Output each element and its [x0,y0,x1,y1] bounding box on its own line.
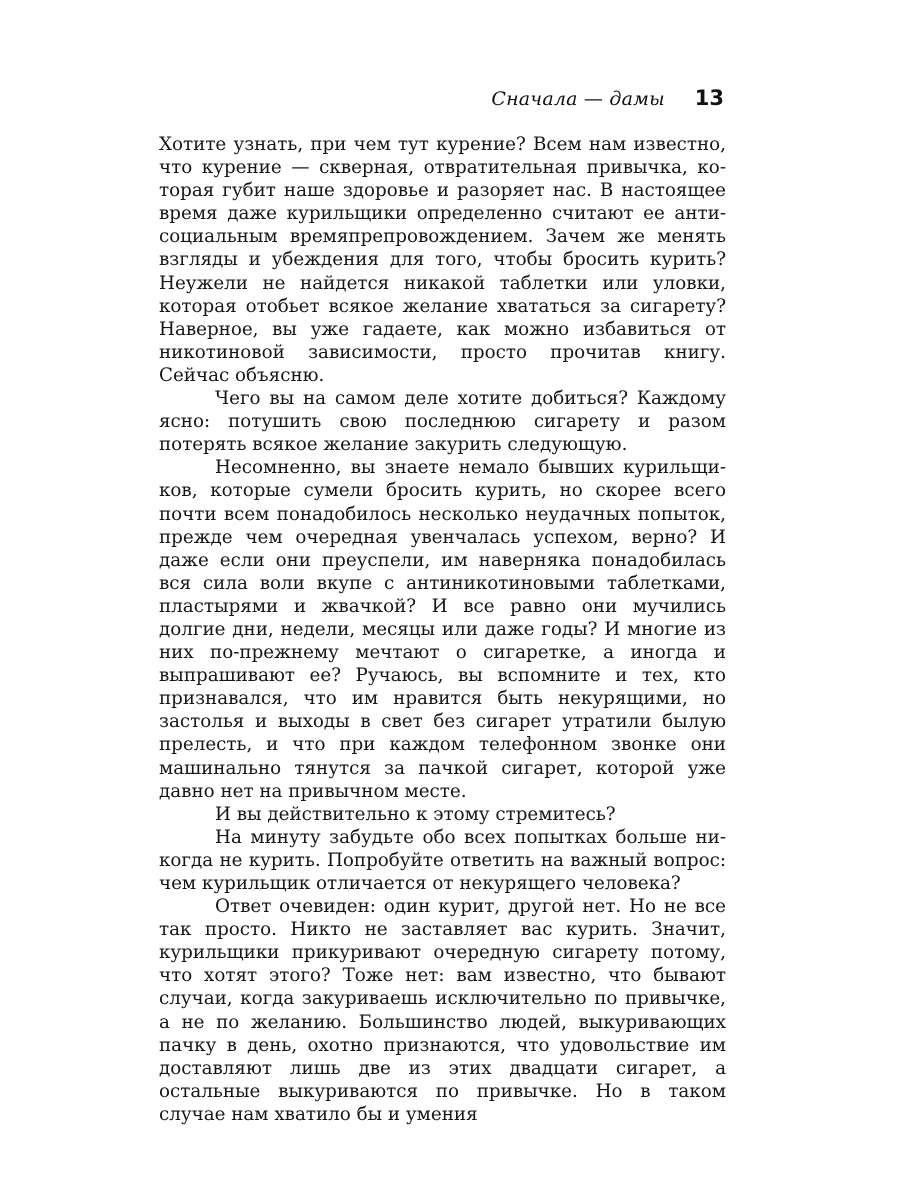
paragraph: Чего вы на самом деле хотите добиться? Каждому ясно: потушить свою последнюю сигарету и разом потерять всякое желание закурить следующую. [159,388,726,456]
paragraph: Ответ очевиден: один курит, другой нет. Но не все так просто. Никто не заставляет вас курить. Значит, курильщики прикуривают очередную сигарету потому, что хотят этого? Тоже нет: вам известно, что бывают случаи, когда закуриваешь исключительно по привычке, а не по желанию. Большинство людей, выкуривающих пачку в день, охотно признаются, что удовольствие им доставляют лишь две из этих двадцати сигарет, а остальные выкуриваются по привычке. Но в таком случае нам хватило бы и умения [159,896,726,1125]
paragraph: Несомненно, вы знаете немало бывших курильщиков, которые сумели бросить курить, но скорее всего почти всем понадобилось несколько неудачных попыток, прежде чем очередная увенчалась успехом, верно? И даже если они преуспели, им наверняка понадобилась вся сила воли вкупе с антиникотиновыми таблетками, пластырями и жвачкой? И все равно они мучились долгие дни, недели, месяцы или даже годы? И многие из них по-прежнему мечтают о сигаретке, а иногда и выпрашивают ее? Ручаюсь, вы вспомните и тех, кто признавался, что им нравится быть некурящими, но застолья и выходы в свет без сигарет утратили былую прелесть, и что при каждом телефонном звонке они машинально тянутся за пачкой сигарет, которой уже давно нет на привычном месте. [159,457,726,802]
paragraph: На минуту забудьте обо всех попытках больше никогда не курить. Попробуйте ответить на важный вопрос: чем курильщик отличается от некурящего человека? [159,826,726,894]
page-number: 13 [694,86,724,110]
running-title: Сначала — дамы [491,88,665,110]
paragraph: И вы действительно к этому стремитесь? [215,803,616,825]
running-head [491,86,724,110]
body-text [159,133,726,1126]
paragraph: Хотите узнать, при чем тут курение? Всем нам известно, что курение — скверная, отвратительная привычка, которая губит наше здоровье и разоряет нас. В настоящее время даже курильщики определенно считают ее антисоциальным времяпрепровождением. Зачем же менять взгляды и убеждения для того, чтобы бросить курить? Неужели не найдется никакой таблетки или уловки, которая отобьет всякое желание хвататься за сигарету? Наверное, вы уже гадаете, как можно избавиться от никотиновой зависимости, просто прочитав книгу. Сейчас объясню. [159,134,726,386]
